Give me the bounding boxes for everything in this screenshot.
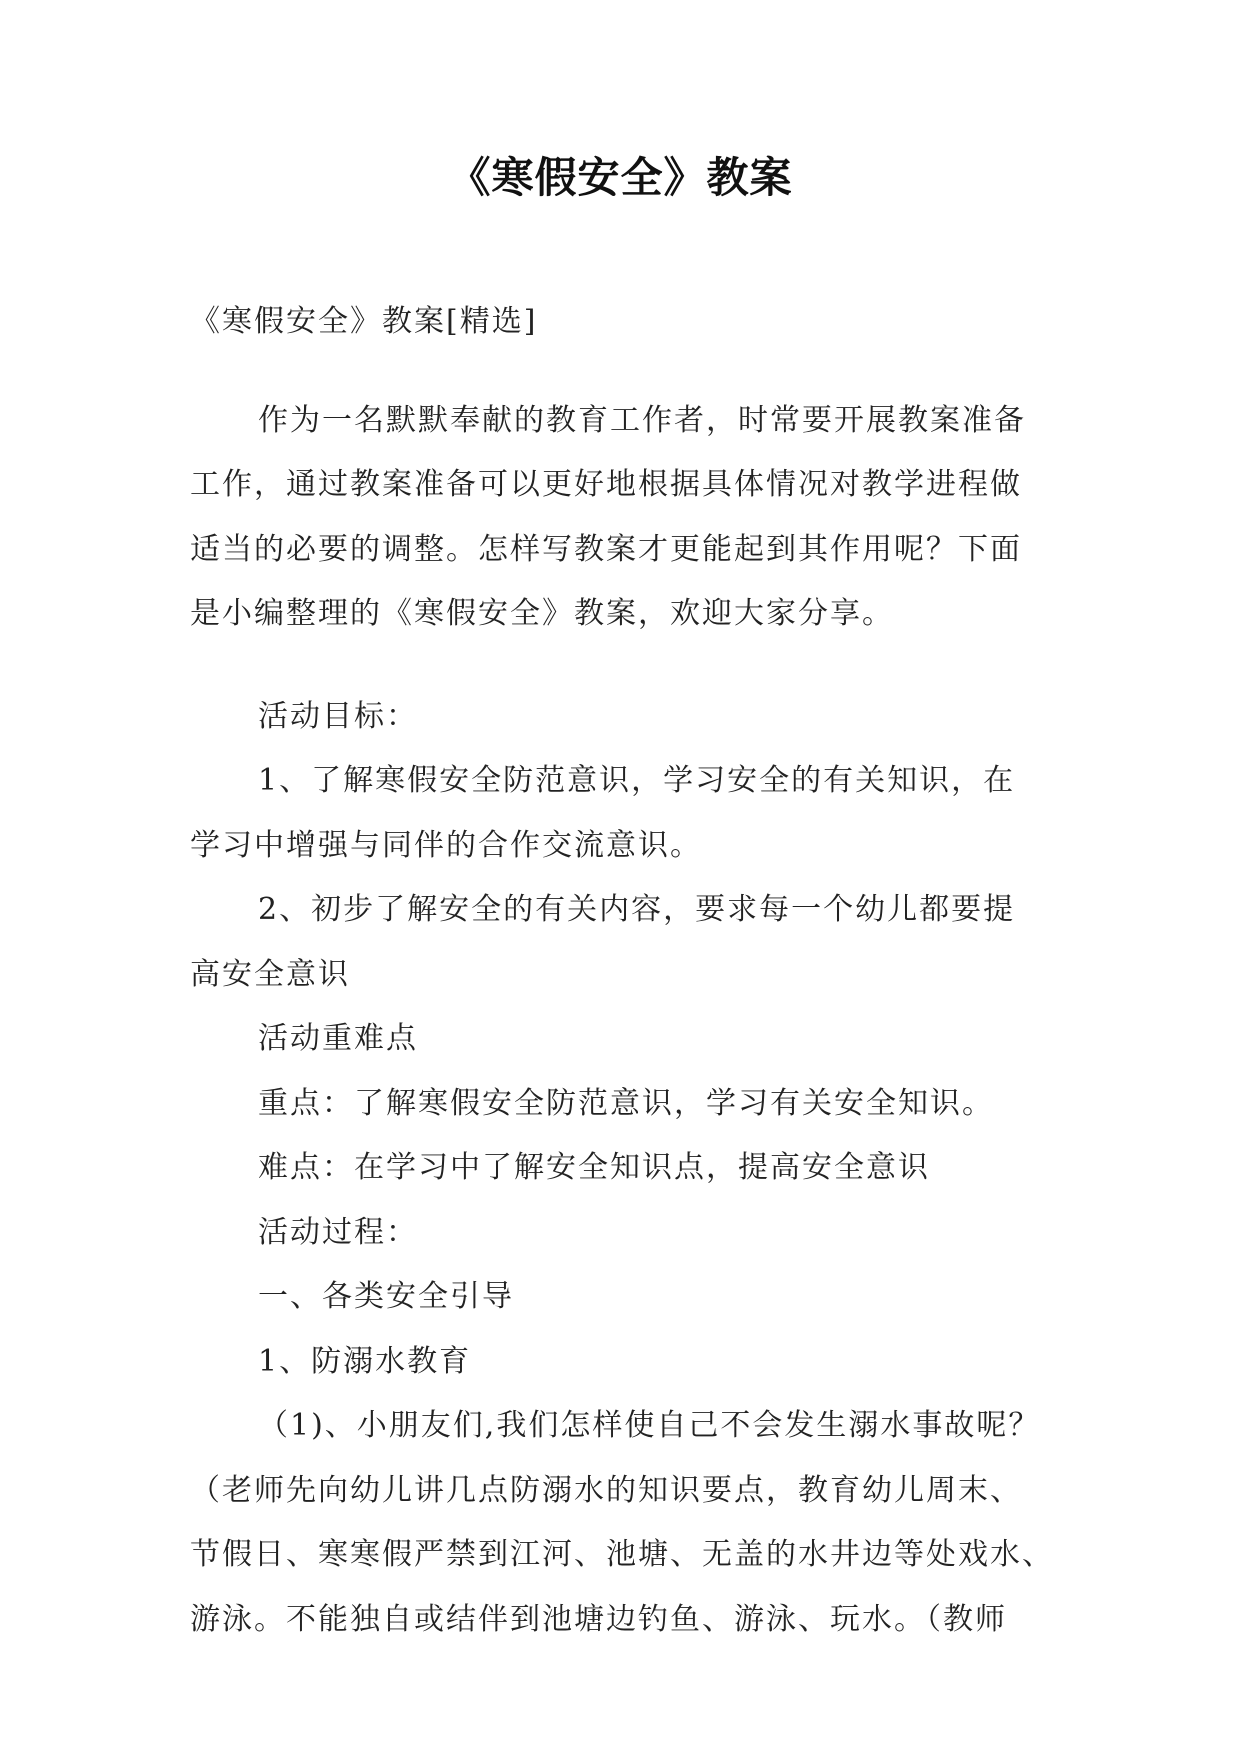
goal-item: 1、了解寒假安全防范意识，学习安全的有关知识，在 (258, 763, 1016, 798)
key-point-item: 重点：了解寒假安全防范意识，学习有关安全知识。 (258, 1085, 994, 1121)
document-title: 《寒假安全》教案 (448, 153, 793, 202)
goal-item: 2、初步了解安全的有关内容，要求每一个幼儿都要提 (258, 892, 1016, 927)
paragraph-line: （1)、小朋友们,我们怎样使自己不会发生溺水事故呢？ (258, 1408, 1041, 1443)
spacer (190, 355, 1060, 389)
difficulty-item: 难点：在学习中了解安全知识点，提高安全意识 (258, 1150, 930, 1185)
document-subtitle: 《寒假安全》教案[精选] (190, 304, 538, 339)
section-heading-key-points: 活动重难点 (258, 1021, 418, 1056)
goal-item-continued: 高安全意识 (190, 956, 350, 992)
intro-line: 工作，通过教案准备可以更好地根据具体情况对教学进程做 (190, 467, 1022, 502)
process-subheading: 1、防溺水教育 (258, 1343, 472, 1379)
intro-line: 作为一名默默奉献的教育工作者，时常要开展教案准备 (258, 402, 1026, 438)
paragraph-line: 节假日、寒寒假严禁到江河、池塘、无盖的水井边等处戏水、 (190, 1537, 1054, 1572)
process-subheading: 一、各类安全引导 (258, 1279, 514, 1314)
section-heading-goals: 活动目标： (258, 698, 418, 734)
paragraph-line: （老师先向幼儿讲几点防溺水的知识要点，教育幼儿周末、 (190, 1472, 1022, 1508)
intro-line: 是小编整理的《寒假安全》教案，欢迎大家分享。 (190, 596, 894, 631)
paragraph-line: 游泳。不能独自或结伴到池塘边钓鱼、游泳、玩水。（教师 (190, 1601, 1007, 1637)
document-body (190, 290, 1060, 1652)
intro-line: 适当的必要的调整。怎样写教案才更能起到其作用呢？下面 (190, 531, 1022, 567)
goal-item-continued: 学习中增强与同伴的合作交流意识。 (190, 827, 702, 863)
spacer (190, 647, 1060, 685)
section-heading-process: 活动过程： (258, 1214, 418, 1250)
